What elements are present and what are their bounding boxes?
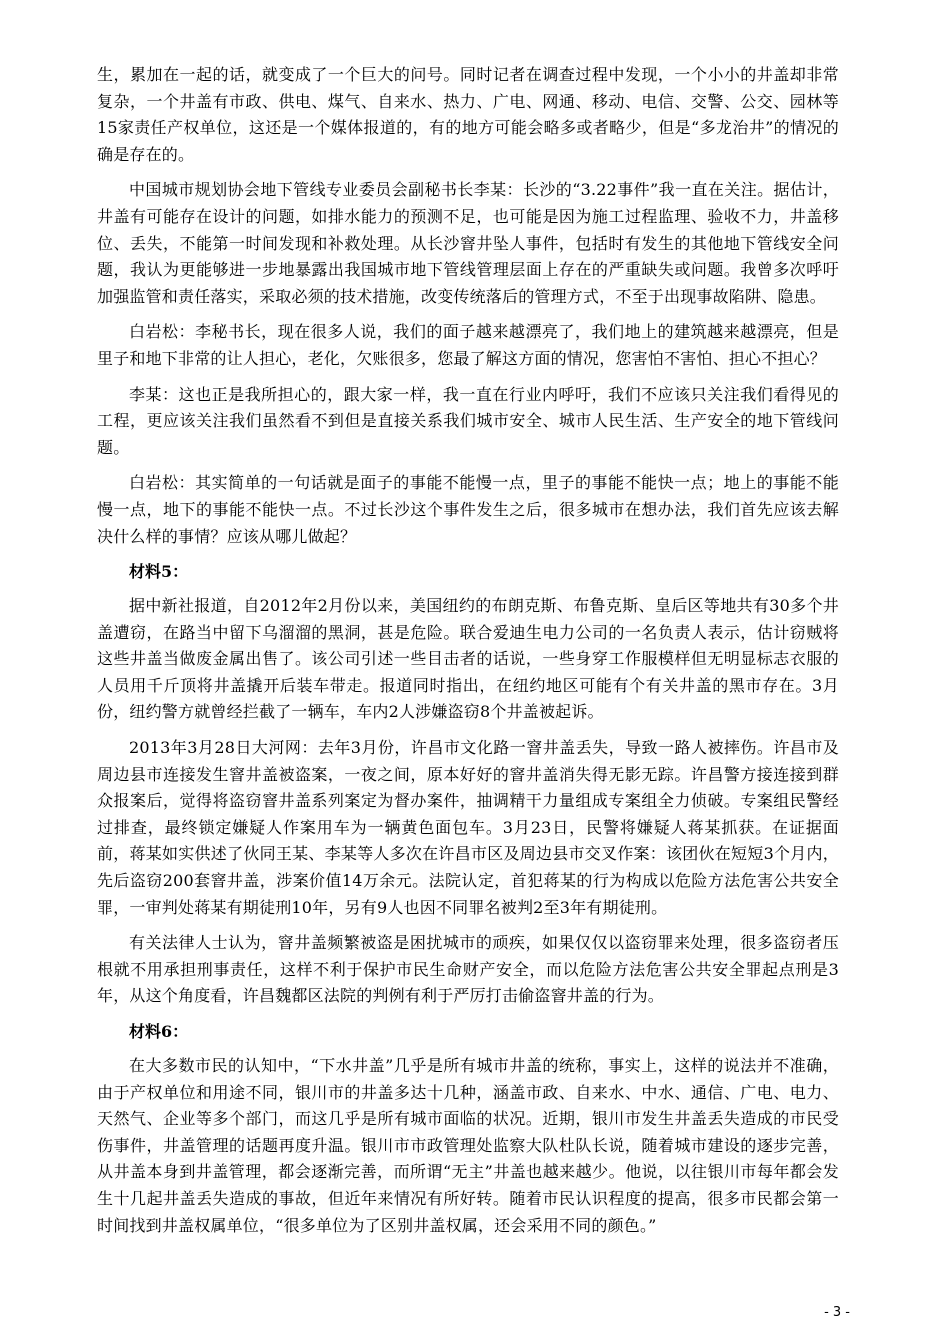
paragraph-xuchang-report: 2013年3月28日大河网：去年3月份，许昌市文化路一窨井盖丢失，导致一路人被摔伤。许昌市及周边县市连接发生窨井盖被盗案，一夜之间，原本好好的窨井盖消失得无影无踪。许昌警方接连接到群众报案后，觉得将盗窃窨井盖系列案定为督办案件，抽调精干力量组成专案组全力侦破。专案组民警经过排查，最终锁定嫌疑人作案用车为一辆黄色面包车。3月23日，民警将嫌疑人蒋某抓获。在证据面前，蒋某如实供述了伙同王某、李某等人多次在许昌市区及周边县市交叉作案：该团伙在短短3个月内，先后盗窃200套窨井盖，涉案价值14万余元。法院认定，首犯蒋某的行为构成以危险方法危害公共安全罪，一审判处蒋某有期徒刑10年，另有9人也因不同罪名被判2至3年有期徒刑。 xyxy=(97,738,839,917)
paragraph-li-statement: 中国城市规划协会地下管线专业委员会副秘书长李某：长沙的“3.22事件”我一直在关注。据估计，井盖有可能存在设计的问题，如排水能力的预测不足，也可能是因为施工过程监理、验收不力，井盖移位、丢失，不能第一时间发现和补救处理。从长沙窨井坠人事件，包括时有发生的其他地下管线安全问题，我认为更能够进一步地暴露出我国城市地下管线管理层面上存在的严重缺失或问题。我曾多次呼吁加强监管和责任落实，采取必须的技术措施，改变传统落后的管理方式，不至于出现事故陷阱、隐患。 xyxy=(97,180,839,306)
section-heading-material-6: 材料6： xyxy=(129,1022,189,1041)
page-number: - 3 - xyxy=(824,1305,850,1320)
document-page xyxy=(97,62,839,1248)
paragraph-li-answer: 李某：这也正是我所担心的，跟大家一样，我一直在行业内呼吁，我们不应该只关注我们看得见的工程，更应该关注我们虽然看不到但是直接关系我们城市安全、城市人民生活、生产安全的地下管线问题。 xyxy=(97,384,839,457)
paragraph-legal-opinion: 有关法律人士认为，窨井盖频繁被盗是困扰城市的顽疾，如果仅仅以盗窃罪来处理，很多盗窃者压根就不用承担刑事责任，这样不利于保护市民生命财产安全，而以危险方法危害公共安全罪起点刑是3年，从这个角度看，许昌魏都区法院的判例有利于严厉打击偷盗窨井盖的行为。 xyxy=(97,933,839,1006)
paragraph-bai-question: 白岩松：李秘书长，现在很多人说，我们的面子越来越漂亮了，我们地上的建筑越来越漂亮，但是里子和地下非常的让人担心，老化，欠账很多，您最了解这方面的情况，您害怕不害怕、担心不担心？ xyxy=(97,322,839,368)
section-heading-material-5: 材料5： xyxy=(129,562,189,582)
paragraph-continued: 生，累加在一起的话，就变成了一个巨大的问号。同时记者在调查过程中发现，一个小小的井盖却非常复杂，一个井盖有市政、供电、煤气、自来水、热力、广电、网通、移动、电信、交警、公交、园林等15家责任产权单位，这还是一个媒体报道的，有的地方可能会略多或者略少，但是“多龙治井”的情况的确是存在的。 xyxy=(97,65,839,164)
paragraph-yinchuan-report: 在大多数市民的认知中，“下水井盖”几乎是所有城市井盖的统称，事实上，这样的说法并不准确，由于产权单位和用途不同，银川市的井盖多达十几种，涵盖市政、自来水、中水、通信、广电、电力、天然气、企业等多个部门，而这几乎是所有城市面临的状况。近期，银川市发生井盖丢失造成的市民受伤事件，井盖管理的话题再度升温。银川市市政管理处监察大队杜队长说，随着城市建设的逐步完善，从井盖本身到井盖管理，都会逐渐完善，而所谓“无主”井盖也越来越少。他说，以往银川市每年都会发生十几起井盖丢失造成的事故，但近年来情况有所好转。随着市民认识程度的提高，很多市民都会第一时间找到井盖权属单位，“很多单位为了区别井盖权属，还会采用不同的颜色。” xyxy=(97,1056,839,1235)
paragraph-newyork-report: 据中新社报道，自2012年2月份以来，美国纽约的布朗克斯、布鲁克斯、皇后区等地共有30多个井盖遭窃，在路当中留下乌溜溜的黑洞，甚是危险。联合爱迪生电力公司的一名负责人表示，估计窃贼将这些井盖当做废金属出售了。该公司引述一些目击者的话说，一些身穿工作服模样但无明显标志衣服的人员用千斤顶将井盖撬开后装车带走。报道同时指出，在纽约地区可能有个有关井盖的黑市存在。3月份，纽约警方就曾经拦截了一辆车，车内2人涉嫌盗窃8个井盖被起诉。 xyxy=(97,596,839,722)
paragraph-bai-summary: 白岩松：其实简单的一句话就是面子的事能不能慢一点，里子的事能不能快一点；地上的事能不能慢一点，地下的事能不能快一点。不过长沙这个事件发生之后，很多城市在想办法，我们首先应该去解决什么样的事情？应该从哪儿做起？ xyxy=(97,473,839,546)
